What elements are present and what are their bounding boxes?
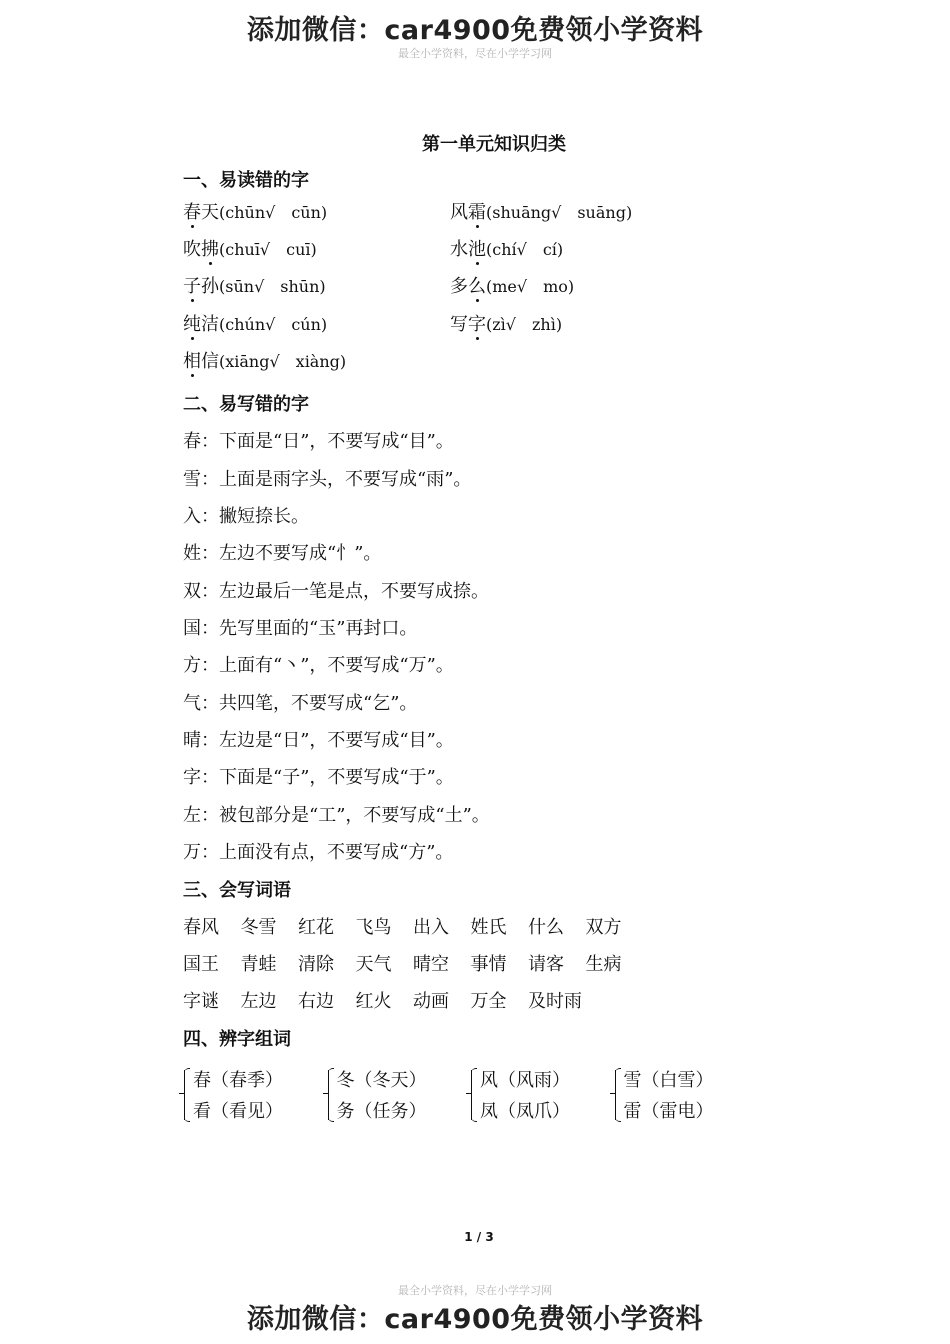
faint-header-text: 最全小学资料，尽在小学学习网	[398, 47, 552, 60]
pinyin-item	[450, 310, 562, 336]
section-heading-writing: 二、易写错的字	[183, 394, 309, 415]
pair-entry: 看（看见）	[193, 1101, 283, 1122]
pinyin-char: 池	[468, 239, 486, 260]
document-title: 第一单元知识归类	[422, 134, 566, 155]
section-heading-words: 三、会写词语	[183, 880, 291, 901]
pinyin-item	[183, 347, 346, 373]
vocab-word: 晴空	[413, 954, 449, 975]
vocab-word: 冬雪	[240, 917, 277, 938]
pinyin-char: 多	[450, 276, 468, 297]
pinyin-char: 风	[450, 202, 468, 223]
writing-note: 方：上面有“丶”，不要写成“万”。	[183, 655, 454, 676]
writing-note: 晴：左边是“日”，不要写成“目”。	[183, 730, 454, 751]
pinyin-options: (chuī√ cuī)	[219, 240, 317, 259]
brace-tip	[610, 1093, 616, 1096]
writing-note: 左：被包部分是“工”，不要写成“土”。	[183, 805, 490, 826]
vocab-word: 红火	[355, 991, 392, 1012]
brace-tip	[323, 1093, 329, 1096]
vocab-word: 请客	[528, 954, 564, 975]
pair-entry: 雷（雷电）	[623, 1101, 714, 1122]
writing-note: 国：先写里面的“玉”再封口。	[183, 618, 418, 639]
pinyin-char: 吹	[183, 239, 201, 260]
vocab-word: 国王	[183, 954, 219, 975]
pinyin-char: 拂	[201, 239, 219, 260]
vocab-word: 出入	[413, 917, 449, 938]
pinyin-char: 写	[450, 314, 468, 335]
vocab-word: 生病	[585, 954, 622, 975]
pinyin-options: (chūn√ cūn)	[219, 203, 328, 222]
pinyin-char: 相	[183, 351, 201, 372]
writing-note: 万：上面没有点，不要写成“方”。	[183, 842, 454, 863]
pinyin-char: 么	[468, 276, 486, 297]
pinyin-char: 洁	[201, 314, 219, 335]
pair-entry: 雪（白雪）	[623, 1070, 714, 1091]
section-heading-pronunciation: 一、易读错的字	[183, 170, 309, 191]
pair-entry: 风（风雨）	[480, 1070, 570, 1091]
vocab-word: 飞鸟	[355, 917, 392, 938]
brace-icon	[184, 1070, 190, 1120]
pinyin-char: 孙	[201, 276, 219, 297]
writing-note: 姓：左边不要写成“忄”。	[183, 543, 382, 564]
pinyin-item	[183, 235, 317, 261]
pinyin-options: (sūn√ shūn)	[219, 277, 326, 296]
writing-note: 入：撇短捺长。	[183, 506, 309, 527]
pinyin-item	[450, 235, 563, 261]
pinyin-char: 水	[450, 239, 468, 260]
vocab-word: 清除	[298, 954, 334, 975]
pinyin-options: (chí√ cí)	[486, 240, 564, 259]
pinyin-char: 子	[183, 276, 201, 297]
pinyin-item	[183, 272, 326, 298]
brace-tip	[466, 1093, 472, 1096]
vocab-word: 及时雨	[528, 991, 582, 1012]
vocab-word: 春风	[183, 917, 219, 938]
pinyin-char: 霜	[468, 202, 486, 223]
writing-note: 春：下面是“日”，不要写成“目”。	[183, 431, 454, 452]
faint-footer-text: 最全小学资料，尽在小学学习网	[398, 1284, 552, 1297]
vocab-word: 姓氏	[470, 917, 507, 938]
pinyin-options: (zì√ zhì)	[486, 315, 563, 334]
brace-icon	[615, 1070, 621, 1120]
writing-note: 雪：上面是雨字头，不要写成“雨”。	[183, 469, 472, 490]
pinyin-options: (shuāng√ suāng)	[486, 203, 633, 222]
vocab-word: 双方	[585, 917, 622, 938]
pinyin-options: (chún√ cún)	[219, 315, 328, 334]
page-number: 1 / 3	[464, 1230, 494, 1244]
vocab-word: 天气	[355, 954, 392, 975]
vocab-word: 什么	[528, 917, 564, 938]
vocab-word: 青蛙	[240, 954, 277, 975]
brace-icon	[328, 1070, 334, 1120]
promo-banner-top: 添加微信：car4900免费领小学资料	[246, 15, 704, 46]
pinyin-item	[450, 272, 574, 298]
pinyin-item	[183, 198, 327, 224]
vocab-word: 右边	[298, 991, 334, 1012]
pinyin-options: (xiāng√ xiàng)	[219, 352, 347, 371]
pinyin-char: 天	[201, 202, 219, 223]
pinyin-item	[183, 310, 327, 336]
vocab-word: 事情	[470, 954, 507, 975]
writing-note: 双：左边最后一笔是点，不要写成捺。	[183, 581, 489, 602]
pinyin-char: 春	[183, 202, 201, 223]
pair-entry: 春（春季）	[193, 1070, 283, 1091]
writing-note: 字：下面是“子”，不要写成“于”。	[183, 767, 454, 788]
pinyin-options: (me√ mo)	[486, 277, 575, 296]
promo-banner-bottom: 添加微信：car4900免费领小学资料	[246, 1304, 704, 1335]
pinyin-char: 信	[201, 351, 219, 372]
vocab-word: 字谜	[183, 991, 219, 1012]
pair-entry: 务（任务）	[336, 1101, 427, 1122]
vocab-word: 红花	[298, 917, 334, 938]
section-heading-distinguish: 四、辨字组词	[183, 1029, 291, 1050]
pair-entry: 冬（冬天）	[336, 1070, 427, 1091]
vocab-word: 万全	[470, 991, 507, 1012]
brace-tip	[179, 1093, 185, 1096]
pinyin-item	[450, 198, 632, 224]
brace-icon	[471, 1070, 477, 1120]
pair-entry: 凤（凤爪）	[480, 1101, 570, 1122]
pinyin-char: 字	[468, 314, 486, 335]
writing-note: 气：共四笔，不要写成“乞”。	[183, 693, 418, 714]
pinyin-char: 纯	[183, 314, 201, 335]
vocab-word: 动画	[413, 991, 449, 1012]
vocab-word: 左边	[240, 991, 277, 1012]
